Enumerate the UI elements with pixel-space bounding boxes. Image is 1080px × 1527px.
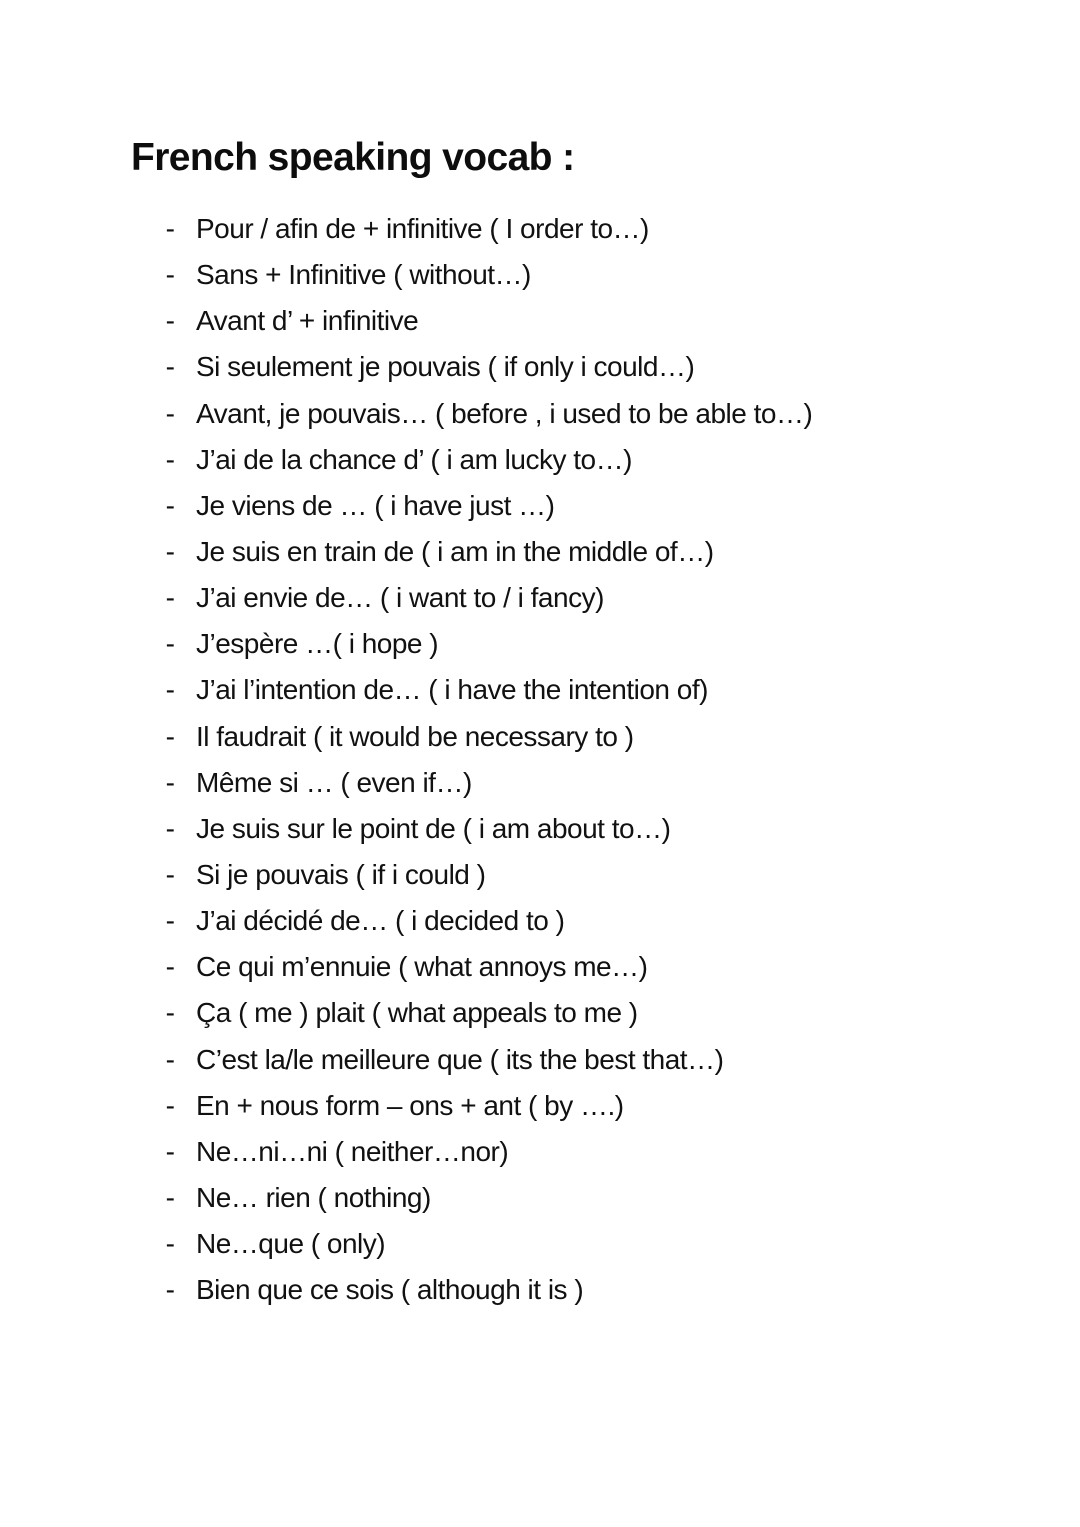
dash-bullet-icon: -: [165, 766, 175, 798]
dash-bullet-icon: -: [165, 489, 175, 521]
dash-bullet-icon: -: [165, 259, 175, 291]
dash-bullet-icon: -: [165, 397, 175, 429]
dash-bullet-icon: -: [165, 674, 175, 706]
dash-bullet-icon: -: [165, 1228, 175, 1260]
list-item-text: Bien que ce sois ( although it is ): [196, 1274, 584, 1306]
list-item-text: Je suis sur le point de ( i am about to…): [196, 812, 671, 844]
page-title: French speaking vocab :: [131, 136, 575, 179]
list-item-text: J’espère …( i hope ): [196, 628, 439, 660]
dash-bullet-icon: -: [165, 1043, 175, 1075]
dash-bullet-icon: -: [165, 1135, 175, 1167]
dash-bullet-icon: -: [165, 443, 175, 475]
list-item-text: Avant d’ + infinitive: [196, 305, 419, 337]
list-item-text: J’ai décidé de… ( i decided to ): [196, 905, 565, 937]
list-item-text: Sans + Infinitive ( without…): [196, 259, 531, 291]
dash-bullet-icon: -: [165, 351, 175, 383]
list-item-text: J’ai envie de… ( i want to / i fancy): [196, 582, 604, 614]
dash-bullet-icon: -: [165, 305, 175, 337]
list-item-text: Je viens de … ( i have just …): [196, 489, 555, 521]
list-item-text: Ne… rien ( nothing): [196, 1181, 431, 1213]
dash-bullet-icon: -: [165, 1089, 175, 1121]
list-item-text: Il faudrait ( it would be necessary to ): [196, 720, 634, 752]
list-item-text: Pour / afin de + infinitive ( I order to…): [196, 213, 649, 244]
dash-bullet-icon: -: [165, 858, 175, 890]
list-item-text: Même si … ( even if…): [196, 766, 472, 798]
list-item-text: Ça ( me ) plait ( what appeals to me ): [196, 997, 638, 1029]
list-item-text: J’ai l’intention de… ( i have the intention of): [196, 674, 708, 706]
dash-bullet-icon: -: [165, 951, 175, 983]
list-item-text: Ne…ni…ni ( neither…nor): [196, 1135, 509, 1167]
list-item-text: En + nous form – ons + ant ( by ….): [196, 1089, 624, 1121]
list-item-text: Si seulement je pouvais ( if only i could…): [196, 351, 695, 383]
dash-bullet-icon: -: [165, 905, 175, 937]
dash-bullet-icon: -: [165, 1181, 175, 1213]
dash-bullet-icon: -: [165, 812, 175, 844]
list-item-text: C’est la/le meilleure que ( its the best that…): [196, 1043, 724, 1075]
list-item-text: Ce qui m’ennuie ( what annoys me…): [196, 951, 648, 983]
list-item-text: J’ai de la chance d’ ( i am lucky to…): [196, 443, 632, 475]
dash-bullet-icon: -: [165, 213, 175, 244]
dash-bullet-icon: -: [165, 535, 175, 567]
list-item-text: Si je pouvais ( if i could ): [196, 858, 486, 890]
list-item-text: Avant, je pouvais… ( before , i used to be able to…): [196, 397, 813, 429]
dash-bullet-icon: -: [165, 582, 175, 614]
dash-bullet-icon: -: [165, 628, 175, 660]
list-item-text: Je suis en train de ( i am in the middle of…): [196, 535, 714, 567]
list-item-text: Ne…que ( only): [196, 1228, 386, 1260]
dash-bullet-icon: -: [165, 997, 175, 1029]
dash-bullet-icon: -: [165, 720, 175, 752]
dash-bullet-icon: -: [165, 1274, 175, 1306]
